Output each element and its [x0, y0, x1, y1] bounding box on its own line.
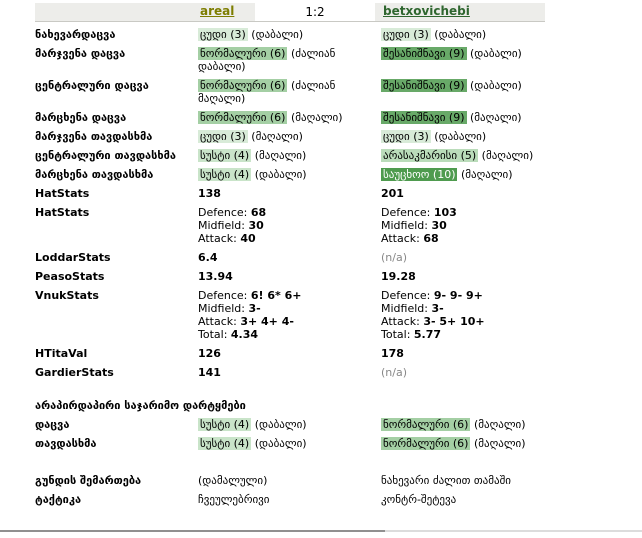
rating-note: (დაბალი)	[466, 47, 522, 60]
rating-badge: არასაკმარისი (5)	[383, 149, 477, 162]
rating-row-right-attack	[35, 127, 635, 146]
row-label: მარჯვენა დაცვა	[35, 47, 126, 60]
rating-note: (მაღალი)	[470, 418, 526, 431]
footer-row-tactics	[35, 490, 635, 509]
away-rating	[381, 168, 635, 181]
home-stat-value: 138	[198, 187, 221, 200]
bottom-divider	[0, 530, 642, 532]
away-rating	[381, 47, 635, 73]
rating-note: (მაღალი)	[251, 149, 307, 162]
rating-badge: შესანიშნავი (9)	[383, 47, 465, 60]
rating-row-left-defence	[35, 108, 635, 127]
match-score: 1:2	[255, 3, 375, 21]
away-rating	[381, 149, 635, 162]
rating-note: (დაბალი)	[251, 437, 307, 450]
rating-row-left-attack	[35, 165, 635, 184]
rating-badge: ცუდი (3)	[200, 130, 246, 143]
home-rating	[198, 168, 381, 181]
rating-note: (მაღალი)	[466, 111, 522, 124]
stat-line: Attack: 40	[198, 232, 256, 245]
stat-line: Defence: 6! 6* 6+	[198, 289, 302, 302]
row-label: ცენტრალური დაცვა	[35, 79, 149, 92]
row-label: HatStats	[35, 206, 90, 219]
home-rating	[198, 79, 381, 105]
stat-line: Total: 4.34	[198, 328, 259, 341]
rating-badge: ნორმალური (6)	[200, 79, 286, 92]
rating-note: (დაბალი)	[251, 168, 307, 181]
home-stat-value: 6.4	[198, 251, 218, 264]
rating-badge: სუსტი (4)	[200, 418, 250, 431]
rating-badge: შესანიშნავი (9)	[383, 79, 465, 92]
row-label: PeasoStats	[35, 270, 105, 283]
stat-row-vnukstats	[35, 286, 635, 344]
home-stat-value: 13.94	[198, 270, 233, 283]
away-stat-value: (n/a)	[381, 366, 408, 379]
home-stat-value	[198, 206, 381, 245]
away-value: ნახევარი ძალით თამაში	[381, 474, 511, 487]
row-label: თავდასხმა	[35, 437, 97, 450]
rating-note: (მაღალი)	[287, 111, 343, 124]
rating-badge: სუსტი (4)	[200, 149, 250, 162]
match-header	[35, 3, 545, 22]
footer-row-team-spirit	[35, 471, 635, 490]
rating-badge: შესანიშნავი (9)	[383, 111, 465, 124]
away-rating	[381, 130, 635, 143]
row-label: გუნდის შემართება	[35, 474, 142, 487]
rating-note: (დაბალი)	[251, 418, 307, 431]
home-rating	[198, 437, 381, 450]
row-label: HatStats	[35, 187, 90, 200]
away-rating	[381, 437, 635, 450]
setpiece-row-defence	[35, 415, 635, 434]
stat-row-gardierstats	[35, 363, 635, 382]
row-label: GardierStats	[35, 366, 114, 379]
away-rating	[381, 418, 635, 431]
away-stat-value: 201	[381, 187, 404, 200]
home-stat-value: 126	[198, 347, 221, 360]
home-rating	[198, 418, 381, 431]
stat-row-hatstats-total	[35, 184, 635, 203]
rating-row-central-defence	[35, 76, 635, 108]
stat-line: Total: 5.77	[381, 328, 442, 341]
rating-badge: სუსტი (4)	[200, 437, 250, 450]
rating-note: (დაბალი)	[247, 28, 304, 41]
home-rating	[198, 28, 381, 41]
rating-row-midfield	[35, 25, 635, 44]
rating-badge: ნორმალური (6)	[200, 47, 286, 60]
rating-badge: ნორმალური (6)	[383, 437, 469, 450]
away-rating	[381, 111, 635, 124]
row-label: დაცვა	[35, 418, 70, 431]
stat-line: Defence: 103	[381, 206, 457, 219]
away-rating	[381, 79, 635, 105]
stat-line: Midfield: 3-	[381, 302, 444, 315]
rating-note: (ძალიან მაღალი)	[198, 79, 336, 105]
rating-row-right-defence	[35, 44, 635, 76]
rating-badge: ნორმალური (6)	[383, 418, 469, 431]
away-stat-value	[381, 289, 635, 341]
stat-line: Midfield: 30	[381, 219, 447, 232]
row-label: ტაქტიკა	[35, 493, 82, 506]
away-stat-value	[381, 206, 635, 245]
home-stat-value: 141	[198, 366, 221, 379]
row-label: LoddarStats	[35, 251, 111, 264]
row-label: HTitaVal	[35, 347, 88, 360]
rating-note: (მაღალი)	[457, 168, 513, 181]
rating-note: (დაბალი)	[430, 130, 487, 143]
away-stat-value: (n/a)	[381, 251, 408, 264]
rating-badge: ცუდი (3)	[200, 28, 246, 41]
spacer	[35, 453, 635, 471]
rating-note: (ძალიან დაბალი)	[198, 47, 336, 73]
stat-line: Midfield: 3-	[198, 302, 261, 315]
ratings-table	[35, 25, 635, 509]
stat-line: Defence: 68	[198, 206, 267, 219]
rating-note: (მაღალი)	[470, 437, 526, 450]
rating-badge: ცუდი (3)	[383, 130, 429, 143]
home-value: ჩვეულებრივი	[198, 493, 270, 506]
row-label: მარცხენა დაცვა	[35, 111, 127, 124]
stat-row-loddarstats	[35, 248, 635, 267]
home-stat-value	[198, 289, 381, 341]
home-rating	[198, 130, 381, 143]
stat-line: Attack: 68	[381, 232, 439, 245]
stat-line: Attack: 3+ 4+ 4-	[198, 315, 294, 328]
away-rating	[381, 28, 635, 41]
rating-badge: ნორმალური (6)	[200, 111, 286, 124]
stat-line: Defence: 9- 9- 9+	[381, 289, 483, 302]
rating-note: (დაბალი)	[430, 28, 487, 41]
away-team-link[interactable]: betxovichebi	[383, 4, 470, 18]
rating-note: (მაღალი)	[247, 130, 303, 143]
rating-row-central-attack	[35, 146, 635, 165]
away-value: კონტრ-შეტევა	[381, 493, 457, 506]
rating-note: (დაბალი)	[466, 79, 522, 92]
away-stat-value: 19.28	[381, 270, 416, 283]
home-rating	[198, 111, 381, 124]
away-stat-value: 178	[381, 347, 404, 360]
stat-row-peasostats	[35, 267, 635, 286]
rating-note: (მაღალი)	[478, 149, 534, 162]
stat-row-hatstats-breakdown	[35, 203, 635, 248]
row-label: მარცხენა თავდასხმა	[35, 168, 154, 181]
row-label: ცენტრალური თავდასხმა	[35, 149, 176, 162]
home-rating	[198, 47, 381, 73]
row-label: ნახევარდაცვა	[35, 28, 116, 41]
home-rating	[198, 149, 381, 162]
rating-badge: სუსტი (4)	[200, 168, 250, 181]
row-label: VnukStats	[35, 289, 99, 302]
row-label: მარჯვენა თავდასხმა	[35, 130, 153, 143]
set-pieces-title: არაპირდაპირი საჯარიმო დარტყმები	[35, 399, 246, 412]
setpiece-row-attack	[35, 434, 635, 453]
stat-line: Attack: 3- 5+ 10+	[381, 315, 485, 328]
home-team-link[interactable]: areal	[200, 4, 235, 18]
spacer	[35, 382, 635, 396]
home-value: (დამალული)	[198, 474, 268, 487]
stat-line: Midfield: 30	[198, 219, 264, 232]
rating-badge: საუცხოო (10)	[383, 168, 456, 181]
stat-row-htitaval	[35, 344, 635, 363]
rating-badge: ცუდი (3)	[383, 28, 429, 41]
